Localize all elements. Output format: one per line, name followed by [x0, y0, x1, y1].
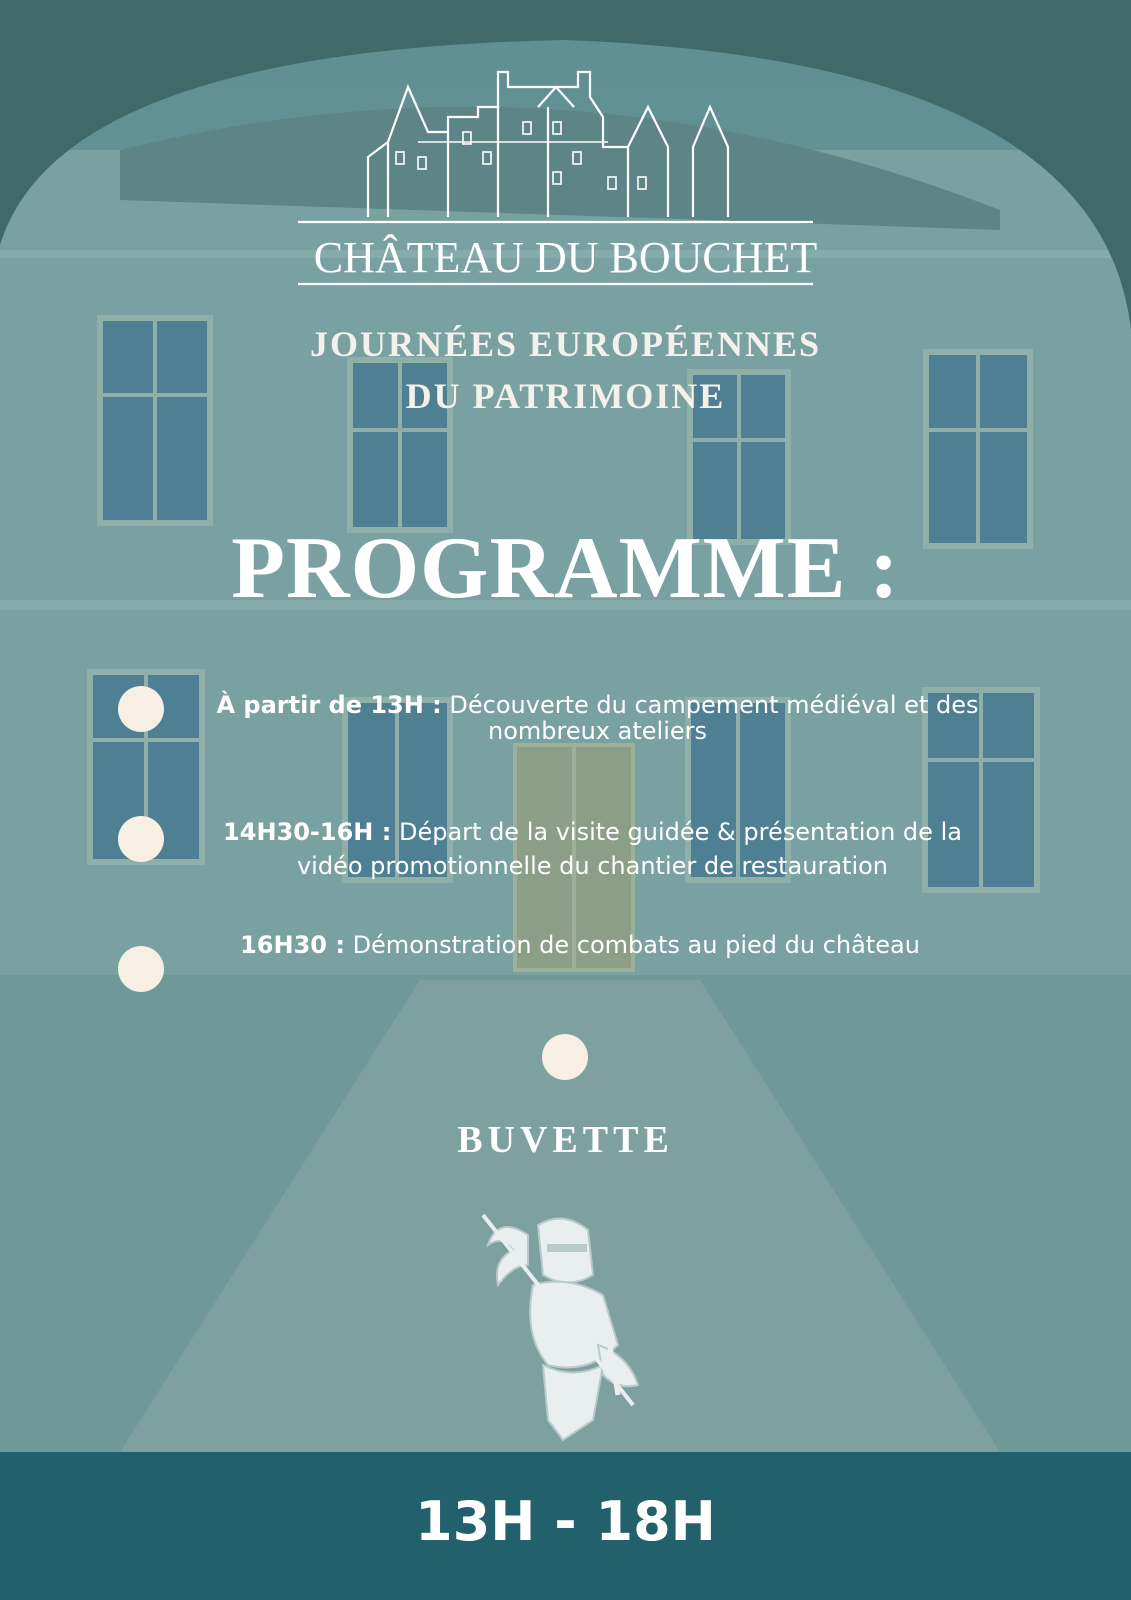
event-title	[0, 318, 1131, 422]
program-item-time: 14H30-16H :	[223, 818, 392, 846]
program-item-time: À partir de 13H :	[216, 691, 442, 719]
program-item-text: Démonstration de combats au pied du château	[352, 931, 920, 959]
program-item-time: 16H30 :	[240, 931, 345, 959]
program-item	[190, 815, 995, 883]
bullet-dot	[542, 1034, 588, 1080]
program-item-text: vidéo promotionnelle du chantier de restauration	[296, 852, 889, 880]
brand-name: CHÂTEAU DU BOUCHET	[313, 233, 818, 282]
bullet-dot	[118, 816, 164, 862]
bullet-dot	[118, 946, 164, 992]
bullet-dot	[118, 686, 164, 732]
event-title-line: DU PATRIMOINE	[405, 376, 726, 416]
buvette-label: BUVETTE	[457, 1119, 674, 1161]
program-item-text: nombreux ateliers	[487, 717, 707, 745]
program-item	[190, 690, 1005, 746]
knight-icon	[468, 1205, 664, 1445]
program-item-text: Découverte du campement médiéval et des	[449, 691, 979, 719]
program-item	[190, 930, 970, 960]
program-heading: PROGRAMME :	[231, 520, 900, 617]
program-item-text: Départ de la visite guidée & présentation de la	[398, 818, 962, 846]
event-title-line: JOURNÉES EUROPÉENNES	[309, 324, 822, 364]
opening-hours: 13H - 18H	[415, 1490, 716, 1553]
